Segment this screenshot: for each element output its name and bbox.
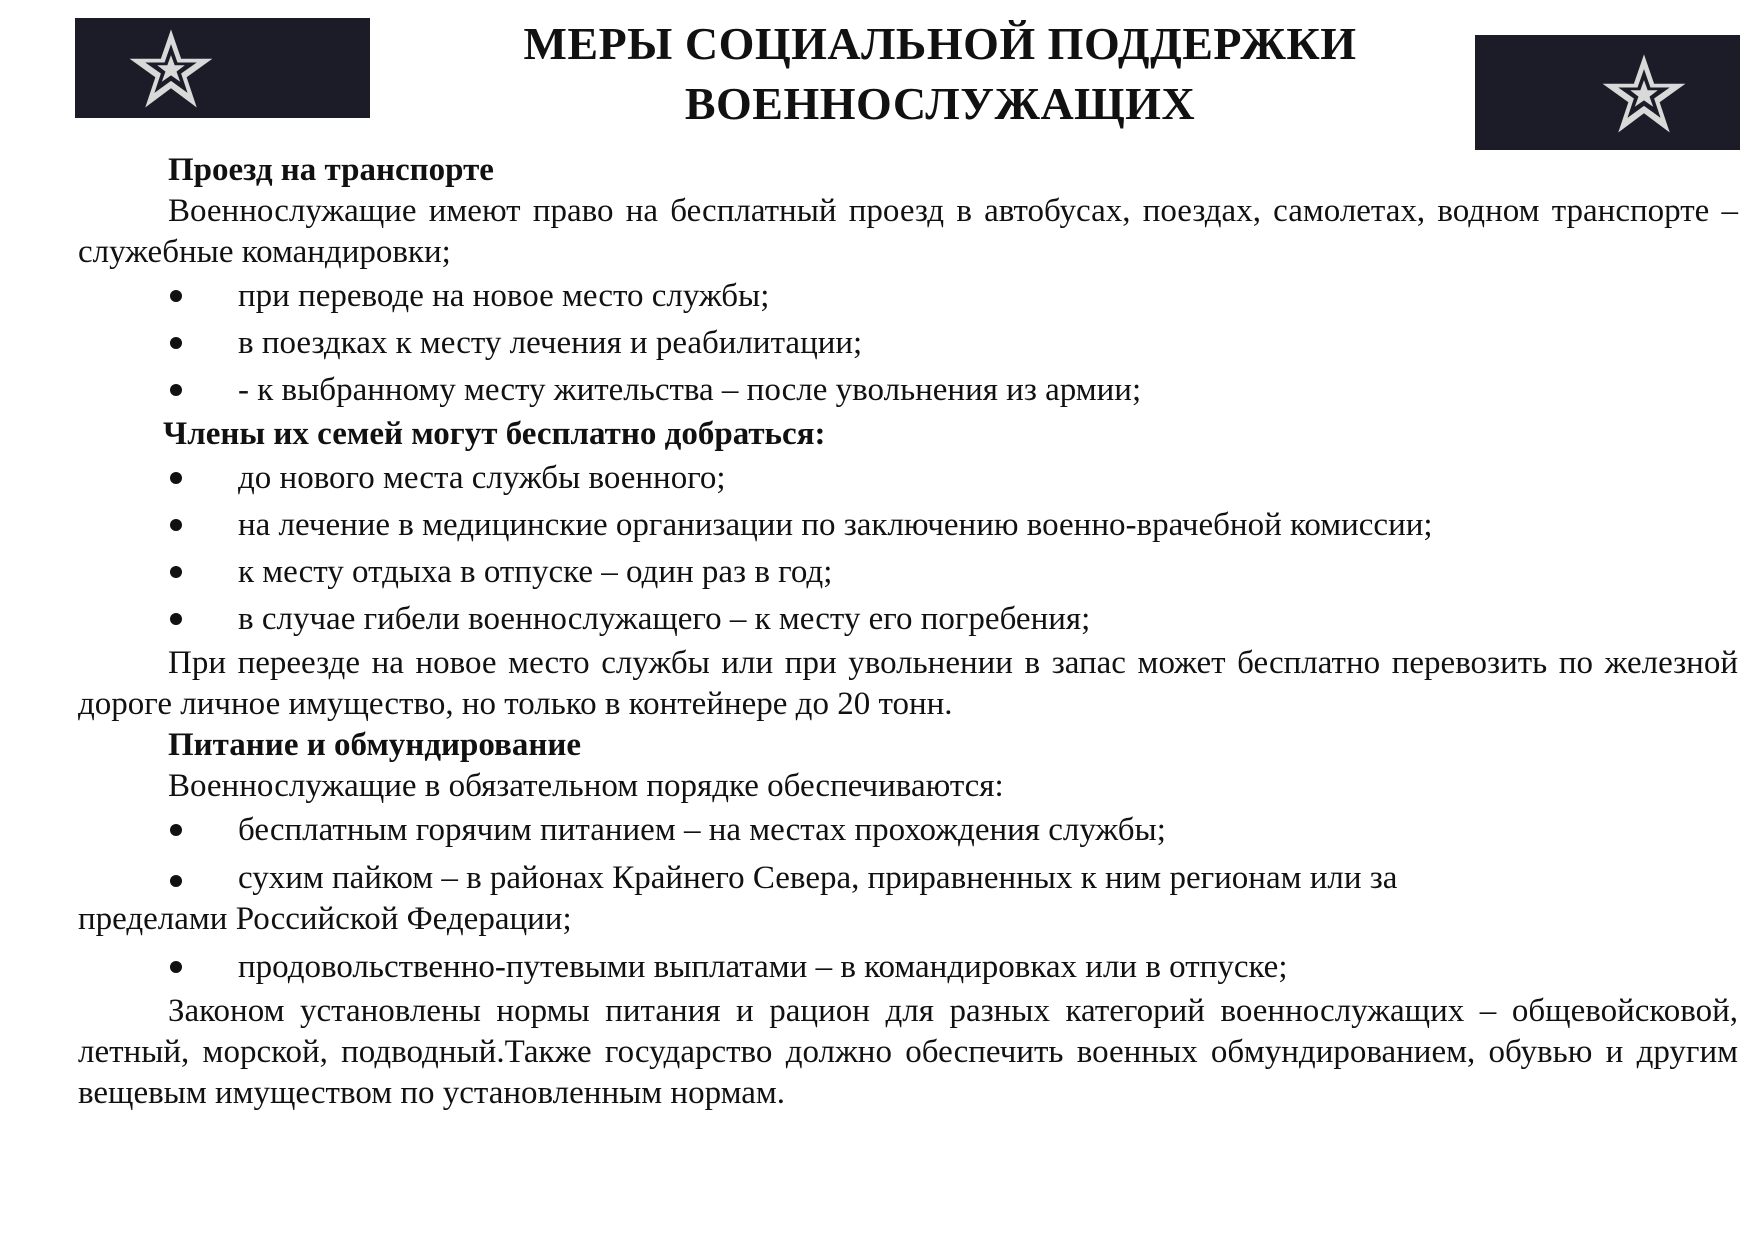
transport-intro: Военнослужащие имеют право на бесплатный проезд в автобусах, поездах, самолетах, водном транспорте – служебные командировки; — [78, 193, 1738, 270]
list-item-text: продовольственно-путевыми выплатами – в командировках или в отпуске; — [238, 949, 1288, 985]
title-line-1: МЕРЫ СОЦИАЛЬНОЙ ПОДДЕРЖКИ — [523, 18, 1357, 69]
bullet-icon — [170, 290, 182, 302]
list-item — [78, 273, 1738, 320]
list-item — [78, 502, 1738, 549]
list-item — [78, 858, 1738, 940]
title-line-2: ВОЕННОСЛУЖАЩИХ — [684, 78, 1196, 129]
list-item-text: до нового места службы военного; — [238, 460, 726, 496]
bullet-icon — [170, 519, 182, 531]
bullet-icon — [170, 613, 182, 625]
army-star-icon — [1598, 47, 1690, 139]
bullet-icon — [170, 824, 182, 836]
army-star-icon — [125, 22, 217, 114]
bullet-icon — [170, 961, 182, 973]
family-list — [78, 455, 1738, 643]
bullet-icon — [170, 875, 182, 887]
family-heading: Члены их семей могут бесплатно добраться: — [163, 416, 826, 452]
transport-heading: Проезд на транспорте — [168, 152, 494, 188]
transport-list — [78, 273, 1738, 414]
food-intro: Военнослужащие в обязательном порядке обеспечиваются: — [168, 768, 1004, 804]
list-item-text: в поездках к месту лечения и реабилитации; — [238, 325, 863, 361]
food-list — [78, 807, 1738, 991]
food-heading: Питание и обмундирование — [168, 727, 582, 763]
list-item-text: бесплатным горячим питанием – на местах прохождения службы; — [238, 812, 1166, 848]
page-title — [440, 14, 1440, 134]
bullet-icon — [170, 566, 182, 578]
list-item — [78, 549, 1738, 596]
bullet-icon — [170, 384, 182, 396]
list-item — [78, 367, 1738, 414]
list-item-text: - к выбранному месту жительства – после увольнения из армии; — [238, 372, 1142, 408]
list-item — [78, 807, 1738, 854]
list-item-text: при переводе на новое место службы; — [238, 278, 770, 314]
bullet-icon — [170, 472, 182, 484]
baggage-note: При переезде на новое место службы или при увольнении в запас может бесплатно перевозить по железной дороге личное имущество, но только в контейнере до 20 тонн. — [78, 645, 1738, 722]
bullet-icon — [170, 337, 182, 349]
logo-right — [1475, 35, 1740, 150]
logo-left — [75, 18, 370, 118]
list-item-text: на лечение в медицинские организации по заключению военно-врачебной комиссии; — [238, 507, 1433, 543]
list-item-text: сухим пайком – в районах Крайнего Севера, приравненных к ним регионам или за — [238, 860, 1398, 896]
list-item — [78, 596, 1738, 643]
list-item — [78, 320, 1738, 367]
closing-paragraph: Законом установлены нормы питания и рацион для разных категорий военнослужащих – общевойсковой, летный, морской, подводный.Также государство должно обеспечить военных обмундированием, обувью и другим вещевым имуществом по установленным нормам. — [78, 993, 1738, 1111]
list-item-text: к месту отдыха в отпуске – один раз в год; — [238, 554, 833, 590]
list-item — [78, 455, 1738, 502]
document-body — [78, 150, 1738, 1114]
list-item — [78, 944, 1738, 991]
list-item-text: в случае гибели военнослужащего – к месту его погребения; — [238, 601, 1091, 637]
list-item-continuation: пределами Российской Федерации; — [78, 901, 572, 937]
